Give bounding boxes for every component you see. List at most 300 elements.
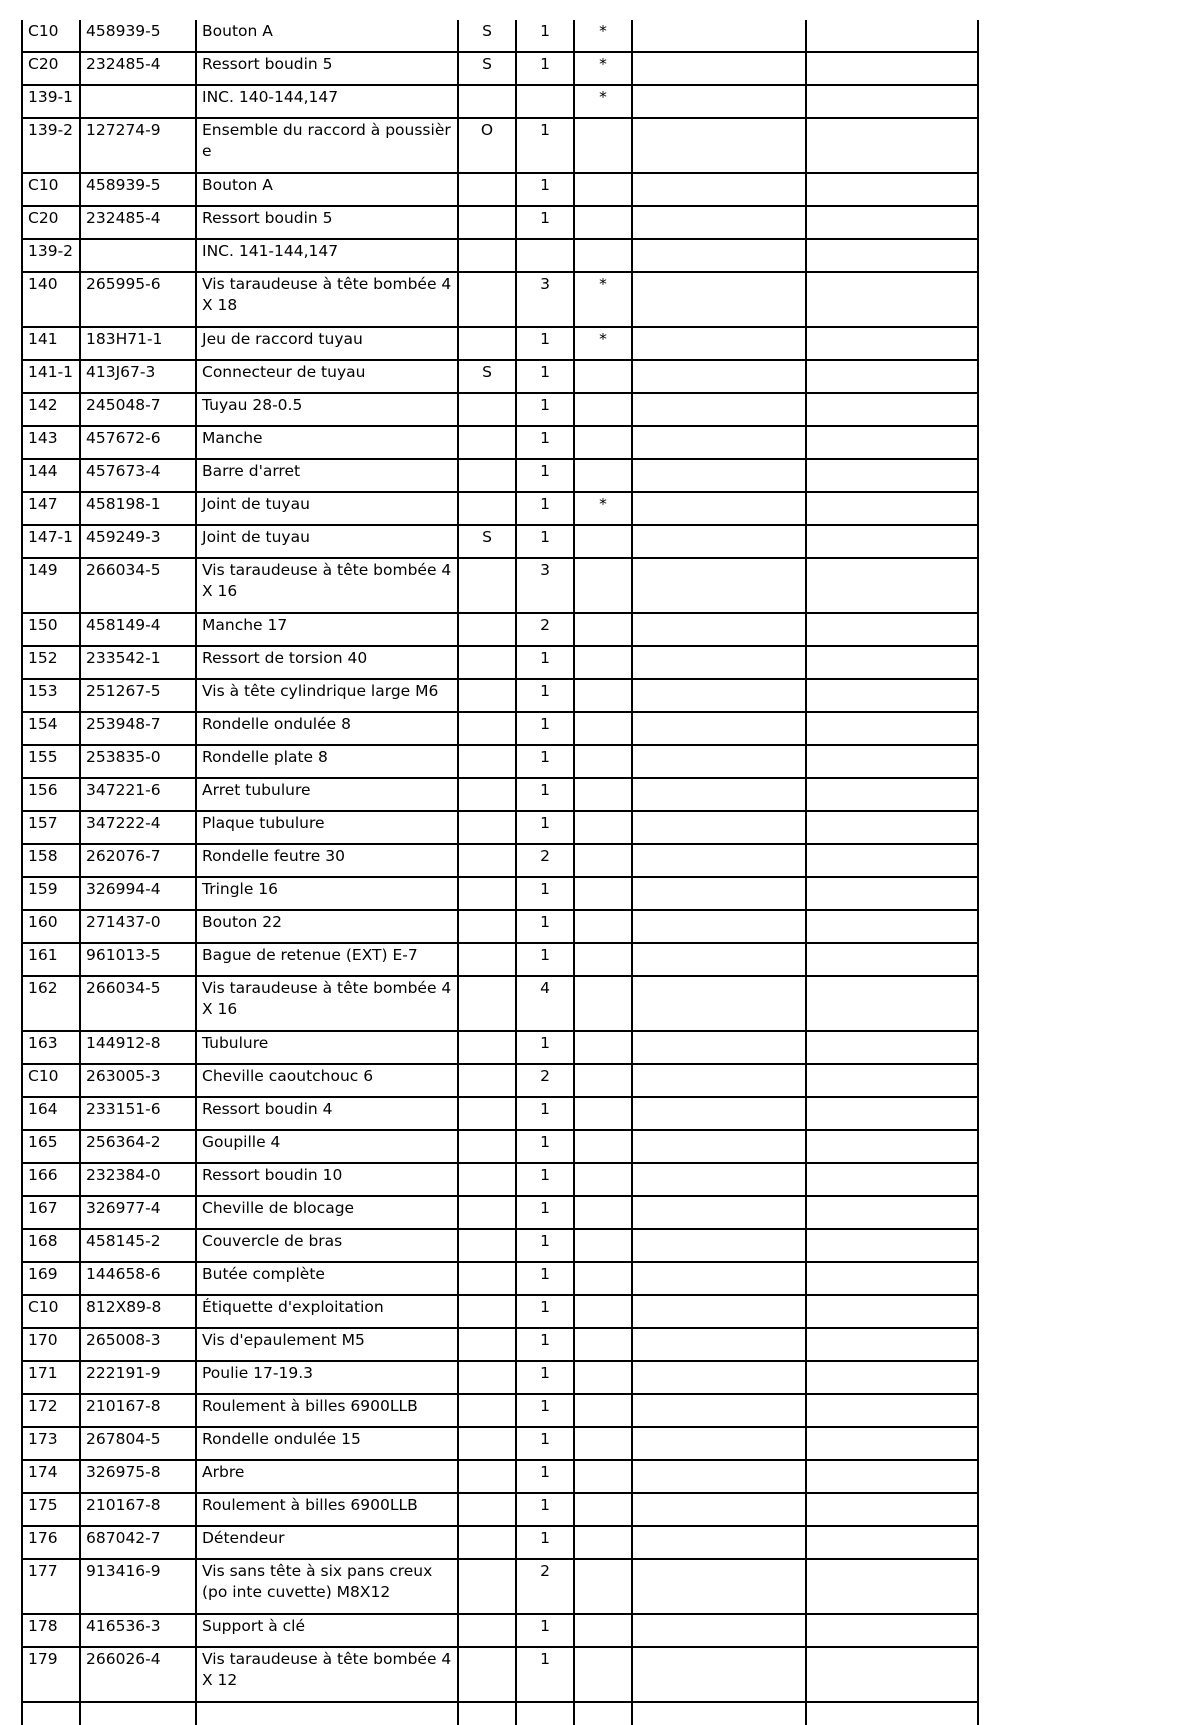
table-row: [22, 327, 978, 360]
mark-cell: [574, 613, 632, 646]
table-row: [22, 1130, 978, 1163]
table-row: [22, 1262, 978, 1295]
note-cell: [632, 1394, 806, 1427]
note-cell: [632, 426, 806, 459]
flag-cell: [458, 943, 516, 976]
item-number: 176: [22, 1526, 80, 1559]
table-row: [22, 492, 978, 525]
flag-cell: [458, 1394, 516, 1427]
item-number: 142: [22, 393, 80, 426]
part-number: 233151-6: [80, 1097, 196, 1130]
note-cell: [632, 492, 806, 525]
table-row: [22, 1295, 978, 1328]
part-description: Ressort boudin 5: [196, 206, 458, 239]
table-row: [22, 52, 978, 85]
item-number: 160: [22, 910, 80, 943]
item-number: 173: [22, 1427, 80, 1460]
quantity-cell: [516, 1702, 574, 1725]
item-number: 162: [22, 976, 80, 1031]
table-row: [22, 1196, 978, 1229]
part-number: 913416-9: [80, 1559, 196, 1614]
mark-cell: [574, 206, 632, 239]
quantity-cell: 1: [516, 1163, 574, 1196]
note-cell: [632, 173, 806, 206]
table-row: [22, 1614, 978, 1647]
mark-cell: [574, 1702, 632, 1725]
item-number: 168: [22, 1229, 80, 1262]
item-number: C20: [22, 52, 80, 85]
mark-cell: [574, 679, 632, 712]
mark-cell: [574, 1427, 632, 1460]
part-number: 326975-8: [80, 1460, 196, 1493]
table-row: [22, 1460, 978, 1493]
part-number: 263005-3: [80, 1064, 196, 1097]
part-number: 961013-5: [80, 943, 196, 976]
quantity-cell: 1: [516, 1196, 574, 1229]
part-description: Étiquette d'exploitation: [196, 1295, 458, 1328]
part-description: Arret tubulure: [196, 778, 458, 811]
item-number: 141: [22, 327, 80, 360]
remark-cell: [806, 745, 978, 778]
flag-cell: S: [458, 20, 516, 52]
table-row: [22, 1229, 978, 1262]
part-description: INC. 140-144,147: [196, 85, 458, 118]
quantity-cell: 1: [516, 1614, 574, 1647]
flag-cell: [458, 1559, 516, 1614]
quantity-cell: 2: [516, 1559, 574, 1614]
flag-cell: [458, 1163, 516, 1196]
mark-cell: [574, 118, 632, 173]
flag-cell: [458, 811, 516, 844]
note-cell: [632, 976, 806, 1031]
item-number: 155: [22, 745, 80, 778]
flag-cell: [458, 558, 516, 613]
remark-cell: [806, 1614, 978, 1647]
part-description: Joint de tuyau: [196, 525, 458, 558]
remark-cell: [806, 1493, 978, 1526]
note-cell: [632, 52, 806, 85]
table-row: [22, 1328, 978, 1361]
part-description: Vis sans tête à six pans creux (po inte cuvette) M8X12: [196, 1559, 458, 1614]
part-description: Rondelle plate 8: [196, 745, 458, 778]
mark-cell: [574, 976, 632, 1031]
mark-cell: [574, 1097, 632, 1130]
remark-cell: [806, 811, 978, 844]
remark-cell: [806, 778, 978, 811]
item-number: 140: [22, 272, 80, 327]
quantity-cell: 1: [516, 492, 574, 525]
item-number: 164: [22, 1097, 80, 1130]
item-number: 159: [22, 877, 80, 910]
remark-cell: [806, 85, 978, 118]
table-row: [22, 459, 978, 492]
note-cell: [632, 360, 806, 393]
flag-cell: [458, 459, 516, 492]
table-row: [22, 811, 978, 844]
quantity-cell: 1: [516, 1097, 574, 1130]
note-cell: [632, 778, 806, 811]
remark-cell: [806, 20, 978, 52]
part-number: 459249-3: [80, 525, 196, 558]
table-row: [22, 1361, 978, 1394]
mark-cell: *: [574, 20, 632, 52]
part-description: Tubulure: [196, 1031, 458, 1064]
part-number: 233542-1: [80, 646, 196, 679]
mark-cell: [574, 459, 632, 492]
note-cell: [632, 712, 806, 745]
mark-cell: [574, 173, 632, 206]
flag-cell: [458, 239, 516, 272]
item-number: 139-2: [22, 118, 80, 173]
remark-cell: [806, 877, 978, 910]
note-cell: [632, 558, 806, 613]
remark-cell: [806, 1559, 978, 1614]
part-number: 262076-7: [80, 844, 196, 877]
note-cell: [632, 1614, 806, 1647]
remark-cell: [806, 646, 978, 679]
note-cell: [632, 1196, 806, 1229]
quantity-cell: 1: [516, 943, 574, 976]
remark-cell: [806, 52, 978, 85]
quantity-cell: 1: [516, 1493, 574, 1526]
table-row: [22, 1647, 978, 1702]
flag-cell: [458, 844, 516, 877]
mark-cell: [574, 1064, 632, 1097]
part-description: Vis d'epaulement M5: [196, 1328, 458, 1361]
note-cell: [632, 1163, 806, 1196]
quantity-cell: 1: [516, 1229, 574, 1262]
part-description: [196, 1702, 458, 1725]
part-description: Bouton A: [196, 20, 458, 52]
table-row: [22, 1097, 978, 1130]
part-description: Ressort boudin 10: [196, 1163, 458, 1196]
quantity-cell: [516, 85, 574, 118]
part-description: Tuyau 28-0.5: [196, 393, 458, 426]
part-description: Vis taraudeuse à tête bombée 4X 18: [196, 272, 458, 327]
quantity-cell: 1: [516, 1394, 574, 1427]
quantity-cell: 1: [516, 712, 574, 745]
flag-cell: [458, 1614, 516, 1647]
flag-cell: O: [458, 118, 516, 173]
flag-cell: [458, 745, 516, 778]
part-number: 458149-4: [80, 613, 196, 646]
mark-cell: [574, 1526, 632, 1559]
quantity-cell: 2: [516, 1064, 574, 1097]
remark-cell: [806, 1163, 978, 1196]
part-description: Ressort boudin 4: [196, 1097, 458, 1130]
table-row: [22, 877, 978, 910]
note-cell: [632, 1702, 806, 1725]
quantity-cell: [516, 239, 574, 272]
note-cell: [632, 1097, 806, 1130]
remark-cell: [806, 393, 978, 426]
table-row: [22, 239, 978, 272]
note-cell: [632, 1460, 806, 1493]
table-row: [22, 646, 978, 679]
table-row: [22, 679, 978, 712]
part-number: 458145-2: [80, 1229, 196, 1262]
part-description: Cheville de blocage: [196, 1196, 458, 1229]
item-number: 170: [22, 1328, 80, 1361]
part-description: Détendeur: [196, 1526, 458, 1559]
remark-cell: [806, 272, 978, 327]
part-number: 271437-0: [80, 910, 196, 943]
mark-cell: [574, 1295, 632, 1328]
remark-cell: [806, 1328, 978, 1361]
remark-cell: [806, 327, 978, 360]
part-number: 253835-0: [80, 745, 196, 778]
part-description: Goupille 4: [196, 1130, 458, 1163]
part-description: Bouton A: [196, 173, 458, 206]
quantity-cell: 1: [516, 426, 574, 459]
note-cell: [632, 1130, 806, 1163]
item-number: C10: [22, 1295, 80, 1328]
remark-cell: [806, 1647, 978, 1702]
mark-cell: [574, 426, 632, 459]
quantity-cell: 1: [516, 646, 574, 679]
item-number: 143: [22, 426, 80, 459]
quantity-cell: 1: [516, 811, 574, 844]
item-number: 141-1: [22, 360, 80, 393]
remark-cell: [806, 173, 978, 206]
item-number: 149: [22, 558, 80, 613]
quantity-cell: 1: [516, 1328, 574, 1361]
note-cell: [632, 1427, 806, 1460]
table-row: [22, 1394, 978, 1427]
part-number: 253948-7: [80, 712, 196, 745]
quantity-cell: 1: [516, 173, 574, 206]
item-number: 175: [22, 1493, 80, 1526]
mark-cell: [574, 844, 632, 877]
note-cell: [632, 239, 806, 272]
part-number: [80, 239, 196, 272]
remark-cell: [806, 525, 978, 558]
part-number: 144912-8: [80, 1031, 196, 1064]
part-description: Bague de retenue (EXT) E-7: [196, 943, 458, 976]
mark-cell: *: [574, 85, 632, 118]
note-cell: [632, 1526, 806, 1559]
flag-cell: [458, 1130, 516, 1163]
mark-cell: [574, 1130, 632, 1163]
part-description: Poulie 17-19.3: [196, 1361, 458, 1394]
quantity-cell: 1: [516, 327, 574, 360]
remark-cell: [806, 1361, 978, 1394]
remark-cell: [806, 118, 978, 173]
item-number: 178: [22, 1614, 80, 1647]
item-number: 139-1: [22, 85, 80, 118]
flag-cell: [458, 1064, 516, 1097]
remark-cell: [806, 239, 978, 272]
remark-cell: [806, 1702, 978, 1725]
part-number: 326977-4: [80, 1196, 196, 1229]
mark-cell: [574, 1493, 632, 1526]
mark-cell: [574, 1460, 632, 1493]
mark-cell: [574, 239, 632, 272]
part-number: 458939-5: [80, 173, 196, 206]
mark-cell: *: [574, 52, 632, 85]
mark-cell: [574, 910, 632, 943]
remark-cell: [806, 679, 978, 712]
remark-cell: [806, 459, 978, 492]
remark-cell: [806, 1394, 978, 1427]
quantity-cell: 4: [516, 976, 574, 1031]
table-row: [22, 1031, 978, 1064]
parts-list: [21, 20, 979, 1725]
table-row: [22, 1163, 978, 1196]
mark-cell: [574, 1031, 632, 1064]
table-row: [22, 20, 978, 52]
table-row: [22, 1559, 978, 1614]
part-description: Ressort boudin 5: [196, 52, 458, 85]
remark-cell: [806, 712, 978, 745]
remark-cell: [806, 1196, 978, 1229]
quantity-cell: 1: [516, 525, 574, 558]
item-number: 157: [22, 811, 80, 844]
part-description: Rondelle ondulée 8: [196, 712, 458, 745]
part-description: Vis taraudeuse à tête bombée 4X 12: [196, 1647, 458, 1702]
quantity-cell: 1: [516, 20, 574, 52]
item-number: 169: [22, 1262, 80, 1295]
mark-cell: *: [574, 327, 632, 360]
flag-cell: [458, 877, 516, 910]
note-cell: [632, 85, 806, 118]
quantity-cell: 1: [516, 1295, 574, 1328]
part-number: 144658-6: [80, 1262, 196, 1295]
part-description: Plaque tubulure: [196, 811, 458, 844]
note-cell: [632, 910, 806, 943]
part-number: 232485-4: [80, 206, 196, 239]
part-description: Rondelle feutre 30: [196, 844, 458, 877]
item-number: 161: [22, 943, 80, 976]
part-number: 266026-4: [80, 1647, 196, 1702]
note-cell: [632, 20, 806, 52]
part-description: Vis taraudeuse à tête bombée 4X 16: [196, 558, 458, 613]
note-cell: [632, 943, 806, 976]
table-row: [22, 745, 978, 778]
quantity-cell: 1: [516, 910, 574, 943]
table-row: [22, 910, 978, 943]
item-number: 154: [22, 712, 80, 745]
mark-cell: *: [574, 492, 632, 525]
item-number: 177: [22, 1559, 80, 1614]
flag-cell: [458, 778, 516, 811]
quantity-cell: 2: [516, 844, 574, 877]
quantity-cell: 3: [516, 272, 574, 327]
part-description: Jeu de raccord tuyau: [196, 327, 458, 360]
remark-cell: [806, 1427, 978, 1460]
table-row: [22, 976, 978, 1031]
quantity-cell: 1: [516, 745, 574, 778]
mark-cell: [574, 877, 632, 910]
flag-cell: [458, 1262, 516, 1295]
flag-cell: [458, 206, 516, 239]
note-cell: [632, 1361, 806, 1394]
remark-cell: [806, 1295, 978, 1328]
mark-cell: [574, 1229, 632, 1262]
flag-cell: [458, 646, 516, 679]
flag-cell: [458, 1526, 516, 1559]
note-cell: [632, 1262, 806, 1295]
part-number: 232485-4: [80, 52, 196, 85]
note-cell: [632, 811, 806, 844]
quantity-cell: 1: [516, 52, 574, 85]
item-number: 172: [22, 1394, 80, 1427]
part-number: 265008-3: [80, 1328, 196, 1361]
note-cell: [632, 745, 806, 778]
note-cell: [632, 1229, 806, 1262]
item-number: 174: [22, 1460, 80, 1493]
quantity-cell: 1: [516, 206, 574, 239]
part-number: 210167-8: [80, 1493, 196, 1526]
remark-cell: [806, 613, 978, 646]
quantity-cell: 1: [516, 1460, 574, 1493]
part-number: 245048-7: [80, 393, 196, 426]
item-number: 166: [22, 1163, 80, 1196]
table-row-continuation: [22, 1702, 978, 1725]
note-cell: [632, 206, 806, 239]
flag-cell: [458, 393, 516, 426]
part-description: Joint de tuyau: [196, 492, 458, 525]
part-description: Connecteur de tuyau: [196, 360, 458, 393]
item-number: 144: [22, 459, 80, 492]
mark-cell: [574, 360, 632, 393]
remark-cell: [806, 976, 978, 1031]
note-cell: [632, 1295, 806, 1328]
table-row: [22, 712, 978, 745]
note-cell: [632, 1493, 806, 1526]
table-row: [22, 393, 978, 426]
flag-cell: [458, 1097, 516, 1130]
item-number: 156: [22, 778, 80, 811]
part-description: Arbre: [196, 1460, 458, 1493]
part-number: 127274-9: [80, 118, 196, 173]
quantity-cell: 1: [516, 1647, 574, 1702]
note-cell: [632, 327, 806, 360]
note-cell: [632, 1647, 806, 1702]
part-number: 265995-6: [80, 272, 196, 327]
table-row: [22, 943, 978, 976]
item-number: [22, 1702, 80, 1725]
mark-cell: [574, 393, 632, 426]
note-cell: [632, 1031, 806, 1064]
flag-cell: [458, 85, 516, 118]
part-number: 416536-3: [80, 1614, 196, 1647]
note-cell: [632, 613, 806, 646]
item-number: C10: [22, 1064, 80, 1097]
note-cell: [632, 118, 806, 173]
flag-cell: [458, 712, 516, 745]
table-row: [22, 778, 978, 811]
part-number: 347221-6: [80, 778, 196, 811]
mark-cell: [574, 646, 632, 679]
flag-cell: [458, 679, 516, 712]
part-description: Butée complète: [196, 1262, 458, 1295]
table-row: [22, 1493, 978, 1526]
flag-cell: [458, 613, 516, 646]
item-number: C20: [22, 206, 80, 239]
remark-cell: [806, 426, 978, 459]
remark-cell: [806, 844, 978, 877]
table-row: [22, 426, 978, 459]
quantity-cell: 1: [516, 1526, 574, 1559]
table-row: [22, 85, 978, 118]
quantity-cell: 1: [516, 1031, 574, 1064]
table-row: [22, 1064, 978, 1097]
mark-cell: [574, 1559, 632, 1614]
flag-cell: [458, 1361, 516, 1394]
flag-cell: [458, 1647, 516, 1702]
remark-cell: [806, 1130, 978, 1163]
